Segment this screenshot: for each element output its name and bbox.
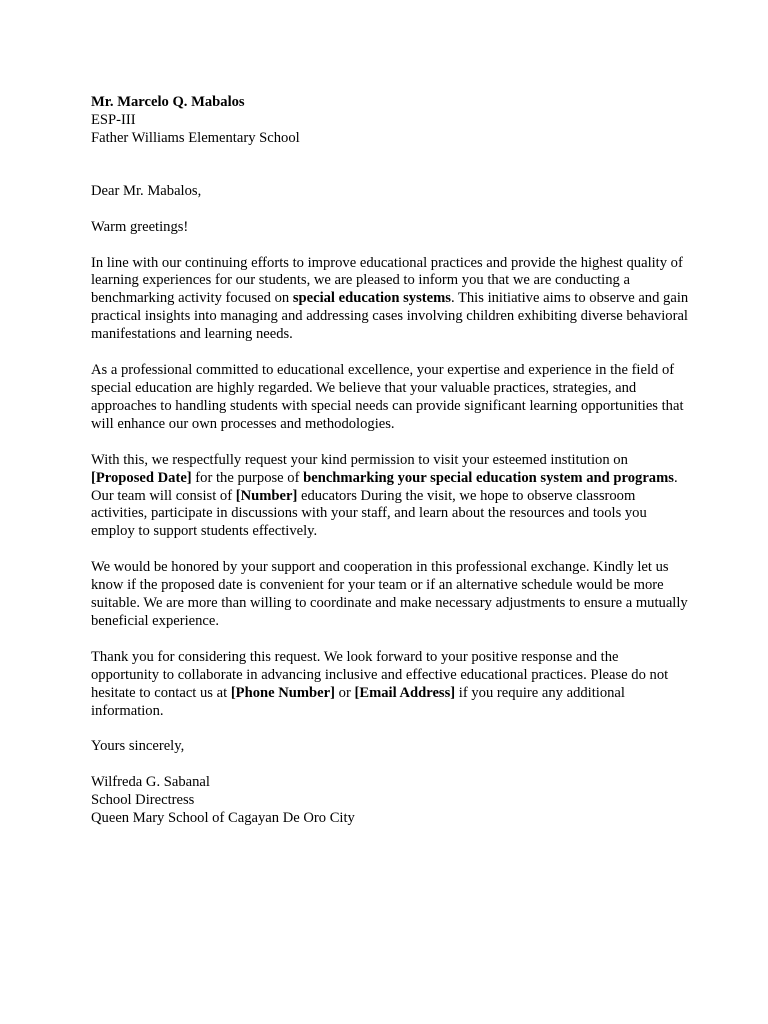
paragraph-expertise: As a professional committed to educational excellence, your expertise and experience in the field of special education are highly regarded. We believe that your valuable practices, strategies, and approaches to handling students with special needs can provide significant learning opportunities that will enhance our own processes and methodologies. [91,362,684,432]
recipient-school: Father Williams Elementary School [91,129,300,146]
paragraph-visit-request [91,452,689,542]
paragraph3-text-1: With this, we respectfully request your kind permission to visit your esteemed institution on [91,451,628,468]
signatory-title: School Directress [91,792,195,809]
paragraph-cooperation: We would be honored by your support and cooperation in this professional exchange. Kindly let us know if the proposed date is convenient for your team or if an alternative schedule would be more suitable. We are more than willing to coordinate and make necessary adjustments to ensure a mutually beneficial experience. [91,559,688,629]
paragraph3-text-2: for the purpose of [191,469,304,486]
proposed-date-placeholder: [Proposed Date] [91,469,192,486]
signatory-name: Wilfreda G. Sabanal [91,774,210,791]
paragraph-thanks [91,649,689,721]
paragraph5-text-1: Thank you for considering this request. We look forward to your positive response and the opportunity to collaborate in advancing inclusive and effective educational practices. Please do not hesitate to contact us at [91,648,669,701]
paragraph5-text-2: or [335,684,355,701]
number-placeholder: [Number] [235,487,298,504]
paragraph1-bold-focus: special education systems [292,290,451,307]
paragraph1-text-after: . This initiative aims to observe and gain practical insights into managing and addressing cases involving children exhibiting diverse behavioral manifestations and learning needs. [91,290,689,343]
salutation: Dear Mr. Mabalos, [91,182,202,199]
recipient-position: ESP-III [91,111,136,128]
signature-block [91,774,689,828]
paragraph3-text-4: educators During the visit, we hope to observe classroom activities, participate in discussions with your staff, and learn about the resources and tools you employ to support students effectively. [91,487,647,540]
recipient-name: Mr. Marcelo Q. Mabalos [91,94,245,110]
paragraph-benchmarking-intro [91,255,689,345]
recipient-block [91,94,689,148]
email-address-placeholder: [Email Address] [354,684,456,701]
paragraph3-text-3: . Our team will consist of [91,469,678,504]
paragraph1-text-before: In line with our continuing efforts to improve educational practices and provide the highest quality of learning experiences for our students, we are pleased to inform you that we are conducting a benchmarking activity focused on [91,254,683,307]
signatory-school: Queen Mary School of Cagayan De Oro City [91,810,355,827]
letter-body [91,94,689,828]
closing: Yours sincerely, [91,738,185,755]
phone-number-placeholder: [Phone Number] [230,684,335,701]
paragraph5-text-3: if you require any additional information. [91,684,625,719]
paragraph3-bold-purpose: benchmarking your special education system and programs [303,469,674,486]
greeting: Warm greetings! [91,218,189,235]
